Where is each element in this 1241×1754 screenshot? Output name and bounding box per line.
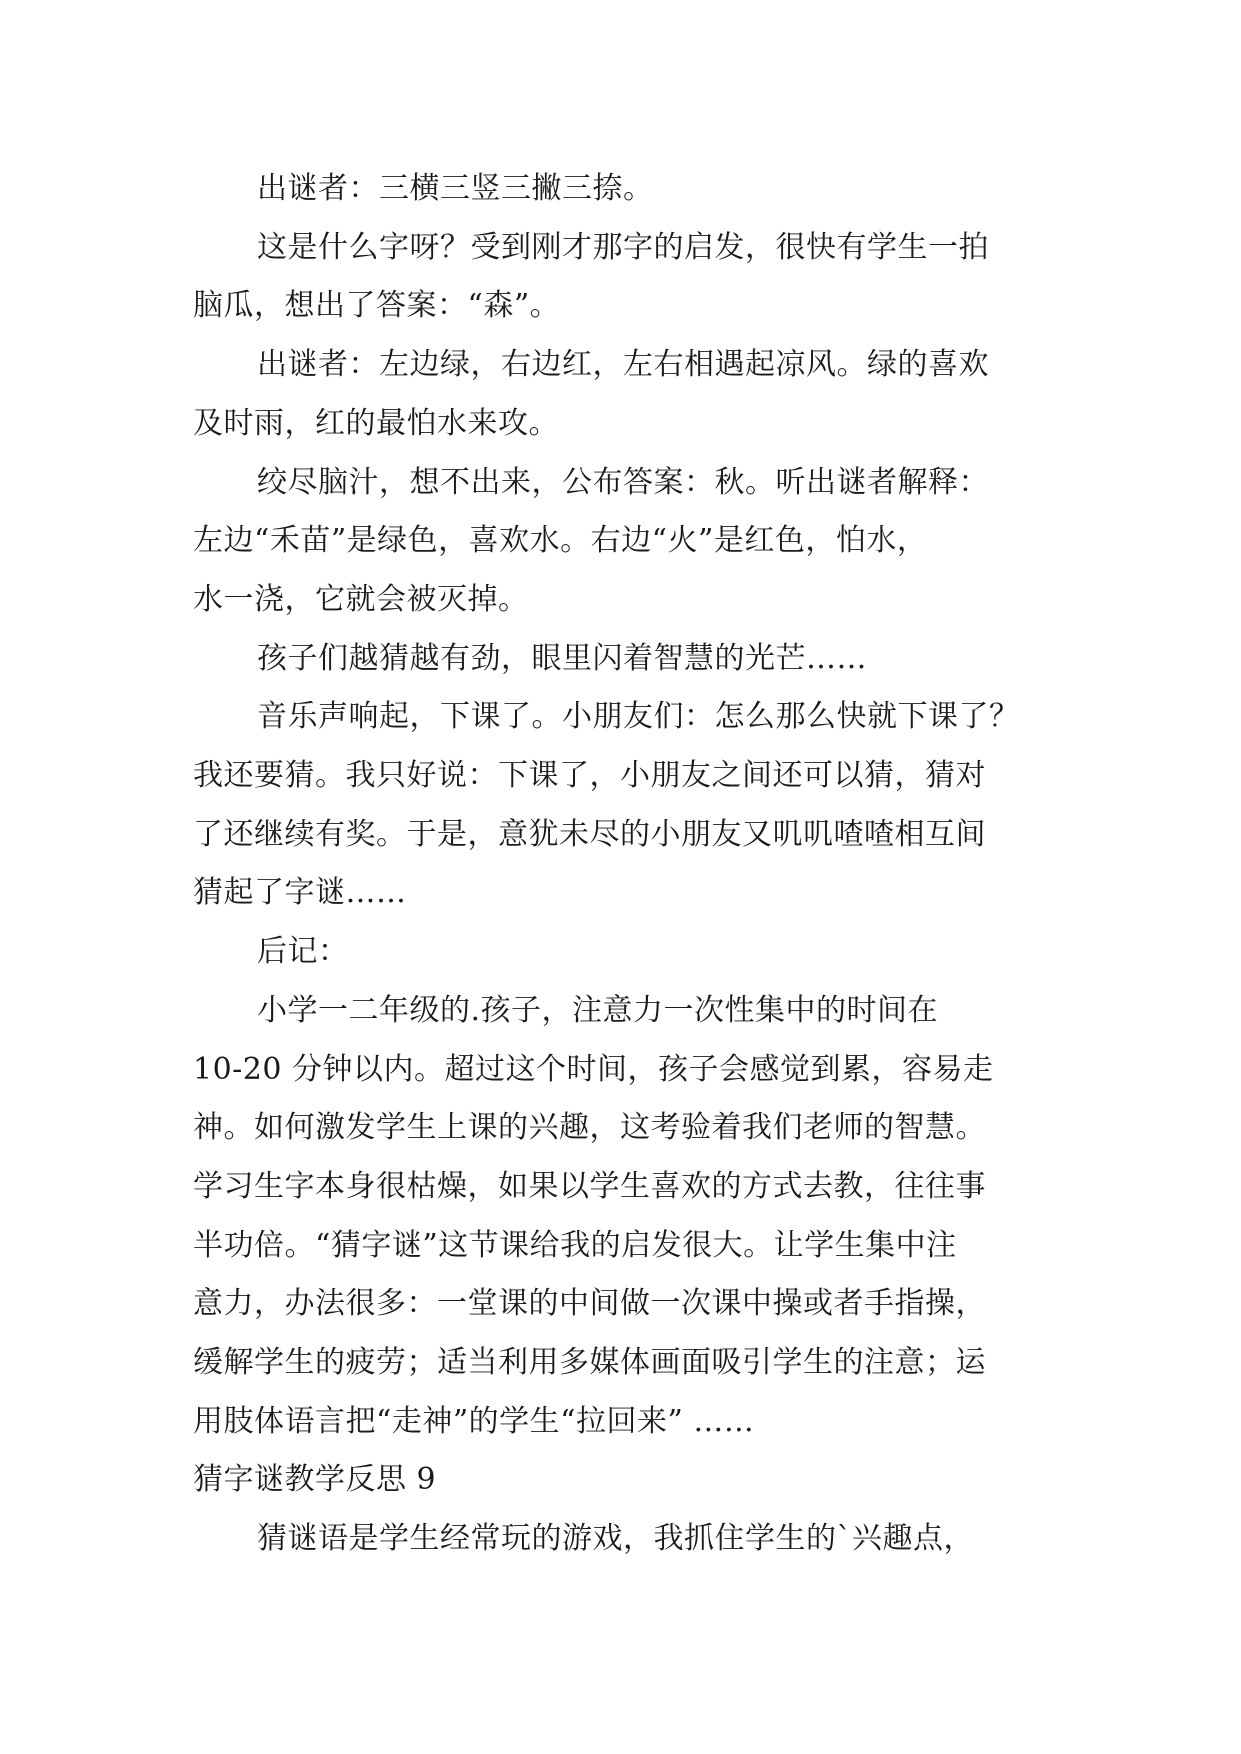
section-title: 猜字谜教学反思 9 — [193, 1462, 437, 1498]
text-line: 水一浇，它就会被灭掉。 — [193, 581, 529, 617]
text-line: 半功倍。“猜字谜”这节课给我的启发很大。让学生集中注 — [193, 1227, 957, 1263]
text-line: 及时雨，红的最怕水来攻。 — [193, 405, 559, 441]
text-line: 我还要猜。我只好说：下课了，小朋友之间还可以猜，猜对 — [193, 758, 986, 794]
text-line: 神。如何激发学生上课的兴趣，这考验着我们老师的智慧。 — [193, 1110, 986, 1146]
text-line: 学习生字本身很枯燥，如果以学生喜欢的方式去教，往往事 — [193, 1168, 986, 1204]
text-line: 缓解学生的疲劳；适当利用多媒体画面吸引学生的注意；运 — [193, 1345, 986, 1381]
text-line: 意力，办法很多：一堂课的中间做一次课中操或者手指操， — [193, 1286, 986, 1322]
text-line: 这是什么字呀？受到刚才那字的启发，很快有学生一拍 — [257, 229, 989, 265]
text-line: 了还继续有奖。于是，意犹未尽的小朋友又叽叽喳喳相互间 — [193, 816, 986, 852]
text-line: 出谜者：三横三竖三撇三捺。 — [257, 171, 654, 206]
text-line: 绞尽脑汁，想不出来，公布答案：秋。听出谜者解释： — [257, 464, 989, 500]
text-line: 出谜者：左边绿，右边红，左右相遇起凉风。绿的喜欢 — [257, 347, 989, 383]
text-line: 左边“禾苗”是绿色，喜欢水。右边“火”是红色，怕水， — [193, 523, 928, 559]
text-line: 小学一二年级的.孩子，注意力一次性集中的时间在 — [257, 992, 939, 1028]
section-label: 后记： — [257, 934, 349, 970]
text-line: 10-20 分钟以内。超过这个时间，孩子会感觉到累，容易走 — [193, 1051, 994, 1087]
text-line: 用肢体语言把“走神”的学生“拉回来” …… — [193, 1403, 755, 1439]
text-line: 猜起了字谜…… — [193, 875, 407, 911]
text-line: 脑瓜，想出了答案：“森”。 — [193, 288, 561, 324]
text-line: 音乐声响起，下课了。小朋友们：怎么那么快就下课了？ — [257, 699, 1020, 735]
text-line: 孩子们越猜越有劲，眼里闪着智慧的光芒…… — [257, 640, 867, 676]
text-line: 猜谜语是学生经常玩的游戏，我抓住学生的`兴趣点， — [257, 1521, 974, 1557]
document-page — [193, 160, 1073, 1569]
